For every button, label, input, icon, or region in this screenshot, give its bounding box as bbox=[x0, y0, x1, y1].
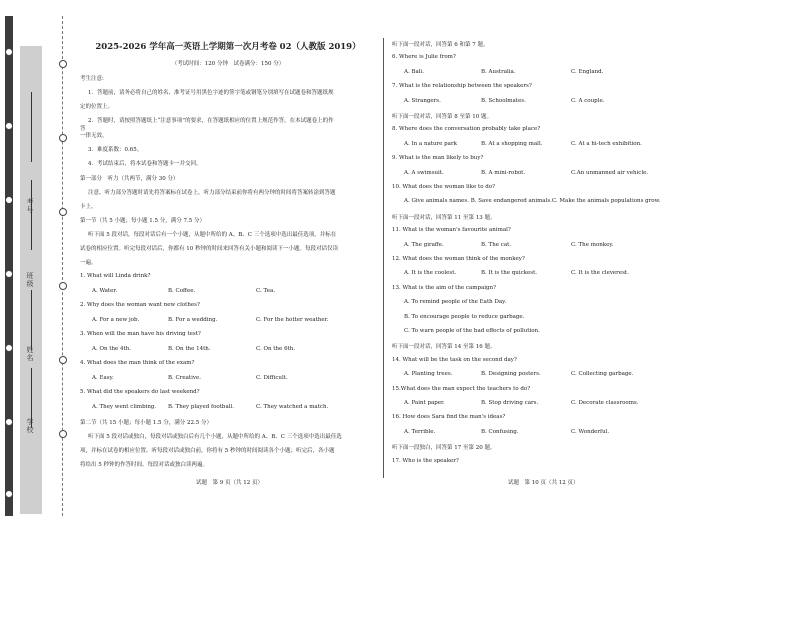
answer-option: B. Australia. bbox=[481, 68, 516, 75]
question-text: 听下面一段对话，回答第 8 至第 10 题。 bbox=[392, 114, 492, 120]
answer-option: B. Coffee. bbox=[168, 288, 196, 294]
question-text: 10. What does the woman like to do? bbox=[392, 184, 496, 190]
label-school: 学校 bbox=[26, 418, 34, 434]
answer-option: C. Tea. bbox=[256, 288, 276, 294]
answer-option: B. Schoolmates. bbox=[481, 97, 526, 104]
seal-circle bbox=[59, 282, 67, 290]
question-text: 16. How does Sara find the man's ideas? bbox=[392, 414, 506, 421]
answer-option: A. In a nature park bbox=[404, 140, 457, 147]
seal-circle bbox=[59, 208, 67, 216]
question-text: 3. When will the man have his driving test? bbox=[80, 331, 201, 337]
answer-option: C. Decorate classrooms. bbox=[571, 400, 639, 406]
answer-option: C. To warn people of the bad effects of pollution. bbox=[404, 328, 540, 334]
question-text: 7. What is the relationship between the speakers? bbox=[392, 83, 532, 90]
answer-option: A. Easy. bbox=[92, 375, 114, 381]
notice-line: 1．答题前，请务必将自己的姓名、准考证号用黑色字迹的签字笔或钢笔分别填写在试题卷和答题纸规 bbox=[88, 90, 334, 96]
notice-heading: 考生注意: bbox=[80, 76, 104, 82]
binding-strip bbox=[5, 16, 13, 516]
label-name: 姓名 bbox=[26, 346, 34, 362]
part1-note: 卡上。 bbox=[80, 204, 97, 210]
answer-option: A. A swimsuit. bbox=[404, 169, 444, 176]
answer-option: C. England. bbox=[571, 68, 604, 75]
answer-option: B. To encourage people to reduce garbage. bbox=[404, 313, 525, 320]
answer-option: B. Designing posters. bbox=[481, 371, 541, 378]
section1-instruction: 一遍。 bbox=[80, 260, 97, 266]
answer-option: C. It is the cleverest. bbox=[571, 270, 629, 277]
answer-option: B. At a shopping mall. bbox=[481, 140, 543, 147]
question-text: 听下面一段独白，回答第 17 至第 20 题。 bbox=[392, 445, 496, 452]
answer-option: C. At a hi-tech exhibition. bbox=[571, 140, 642, 147]
section1-heading: 第一节（共 5 小题；每小题 1.5 分，满分 7.5 分） bbox=[80, 218, 205, 224]
question-text: 11. What is the woman's favourite animal? bbox=[392, 227, 511, 234]
answer-option: C. Collecting garbage. bbox=[571, 371, 634, 378]
seal-circle bbox=[5, 48, 13, 56]
section1-instruction: 听下面 5 段对话，每段对话后有一个小题，从题中所给的 A、B、C 三个选项中选出最佳选项，并标在 bbox=[88, 232, 337, 238]
fill-line-3 bbox=[31, 290, 32, 350]
part1-heading: 第一部分 听力（共两节，满分 30 分） bbox=[80, 176, 179, 182]
question-text: 12. What does the woman think of the monkey? bbox=[392, 256, 525, 262]
answer-option: C. For the hotter weather. bbox=[256, 317, 329, 323]
seal-line bbox=[62, 16, 63, 516]
answer-option: C. On the 6th. bbox=[256, 346, 296, 352]
notice-line: 答 bbox=[80, 126, 86, 132]
answer-option: A. Terrible. bbox=[404, 428, 436, 435]
question-text: 15.What does the man expect the teachers to do? bbox=[392, 385, 531, 392]
seal-circle bbox=[5, 418, 13, 426]
fill-line-2 bbox=[31, 180, 32, 250]
answer-option: C. Difficult. bbox=[256, 375, 288, 381]
part1-note: 注意，听力部分答题时请先将答案标在试卷上，听力部分结束前你将有两分钟的时间将答案转涂到答题 bbox=[88, 190, 336, 196]
answer-option: B. It is the quickest. bbox=[481, 270, 538, 277]
question-text: 听下面一段对话，回答第 14 至第 16 题。 bbox=[392, 344, 496, 351]
section2-instruction: 项，并标在试卷的相应位置。听每段对话或独白前，你将有 5 秒钟的时间阅读各个小题；听完后，各小题 bbox=[80, 448, 335, 454]
answer-option: A. It is the coolest. bbox=[404, 270, 457, 277]
question-text: 2. Why does the woman want new clothes? bbox=[80, 302, 200, 308]
answer-option: B. Confusing. bbox=[481, 428, 519, 435]
answer-option: C. They watched a match. bbox=[256, 404, 329, 410]
answer-option: A. Water. bbox=[92, 288, 118, 294]
page-footer-right: 试题 第 10 页（共 12 页） bbox=[508, 480, 579, 486]
page-title: 2025-2026 学年高一英语上学期第一次月考卷 02（人教版 2019） bbox=[95, 42, 361, 52]
seal-circle bbox=[59, 60, 67, 68]
answer-option: A. Paint paper. bbox=[404, 400, 445, 406]
question-text: 6. Where is Julie from? bbox=[392, 54, 456, 61]
answer-option: A. To remind people of the Eath Day. bbox=[404, 299, 507, 306]
answer-option: B. They played football. bbox=[168, 404, 234, 410]
answer-option: A. Give animals names. B. Save endangered animals.C. Make the animals populations grow. bbox=[404, 198, 661, 205]
section2-instruction: 听下面 5 段对话或独白，每段对话或独白后有几个小题，从题中所给的 A、B、C 三个选项中选出最佳选 bbox=[88, 434, 342, 440]
page-footer-left: 试题 第 9 页（共 12 页） bbox=[196, 480, 263, 486]
notice-line: 定的位置上。 bbox=[80, 104, 114, 110]
question-text: 13. What is the aim of the campaign? bbox=[392, 284, 497, 291]
seal-circle bbox=[5, 270, 13, 278]
answer-option: C. The monkey. bbox=[571, 241, 614, 248]
seal-circle bbox=[5, 344, 13, 352]
answer-option: B. Creative. bbox=[168, 375, 201, 381]
answer-option: A. They went climbing. bbox=[92, 404, 157, 410]
seal-circle bbox=[59, 430, 67, 438]
seal-circle bbox=[5, 490, 13, 498]
answer-option: A. On the 4th. bbox=[92, 346, 132, 352]
label-class: 班级 bbox=[26, 272, 34, 288]
answer-option: C. A couple. bbox=[571, 97, 605, 104]
answer-option: A. Bali. bbox=[404, 68, 425, 75]
question-text: 1. What will Linda drink? bbox=[80, 273, 151, 279]
answer-option: B. Stop driving cars. bbox=[481, 400, 539, 406]
answer-option: C.An unmanned air vehicle. bbox=[571, 169, 649, 176]
column-divider bbox=[383, 38, 384, 478]
question-text: 9. What is the man likely to buy? bbox=[392, 155, 484, 162]
question-text: 17. Who is the speaker? bbox=[392, 457, 459, 464]
answer-option: B. For a wedding. bbox=[168, 317, 218, 323]
question-text: 4. What does the man think of the exam? bbox=[80, 360, 195, 366]
section2-instruction: 将给出 5 秒钟的作答时间。每段对话或独白读两遍。 bbox=[80, 462, 208, 468]
fill-line-1 bbox=[31, 92, 32, 162]
section2-heading: 第二节（共 15 小题；每小题 1.5 分，满分 22.5 分） bbox=[80, 420, 212, 426]
label-exam-number: 考号 bbox=[26, 198, 34, 214]
section1-instruction: 试卷的相应位置。听完每段对话后，你都有 10 秒钟的时间来回答有关小题和阅读下一小题。每段对话仅读 bbox=[80, 246, 338, 252]
notice-line: 2．答题时，请按照答题纸上“注意事项”的要求，在答题纸相应的位置上规范作答，在本试题卷上的作 bbox=[88, 118, 334, 124]
answer-option: B. A mini-robot. bbox=[481, 169, 526, 176]
seal-circle bbox=[59, 356, 67, 364]
exam-info: （考试时间：120 分钟 试卷满分：150 分） bbox=[171, 61, 285, 67]
question-text: 5. What did the speakers do last weekend? bbox=[80, 389, 200, 395]
notice-line: 3．难度系数：0.65。 bbox=[88, 147, 143, 153]
answer-option: C. Wonderful. bbox=[571, 428, 610, 435]
question-text: 8. Where does the conversation probably take place? bbox=[392, 126, 541, 133]
seal-circle bbox=[5, 122, 13, 130]
answer-option: A. Strangers. bbox=[404, 97, 441, 104]
notice-line: 4．考试结束后，将本试卷和答题卡一并交回。 bbox=[88, 161, 202, 167]
answer-option: A. The giraffe. bbox=[404, 241, 444, 248]
answer-option: A. Planting trees. bbox=[404, 371, 453, 378]
question-text: 听下面一段对话，回答第 11 至第 13 题。 bbox=[392, 214, 496, 221]
binding-margin bbox=[0, 0, 66, 618]
seal-circle bbox=[59, 134, 67, 142]
question-text: 听下面一段对话，回答第 6 和第 7 题。 bbox=[392, 42, 489, 48]
answer-option: B. On the 14th. bbox=[168, 346, 211, 352]
answer-option: B. The cat. bbox=[481, 241, 512, 248]
notice-line: 一律无效。 bbox=[80, 133, 108, 139]
seal-circle bbox=[5, 196, 13, 204]
question-text: 14. What will be the task on the second day? bbox=[392, 356, 517, 363]
answer-option: A. For a new job. bbox=[92, 317, 140, 323]
